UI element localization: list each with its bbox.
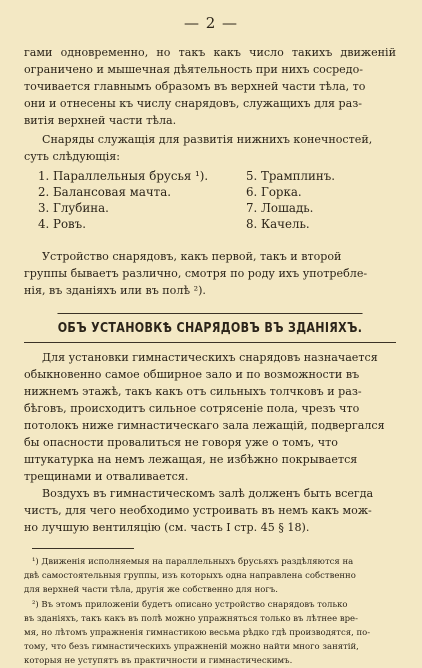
- text-line: Снаряды служащія для развитія нижнихъ конечностей,: [42, 133, 373, 146]
- footnote-line: ¹) Движенія исполняемыя на параллельныхъ брусьяхъ раздѣляются на: [32, 557, 354, 567]
- footnote-1: [24, 555, 396, 597]
- text-line: группы бываетъ различно, смотря по роду ихъ употребле-: [24, 267, 368, 280]
- section-title: ОБЪ УСТАНОВКѢ СНАРЯДОВЪ ВЪ ЗДАНІЯХЪ.: [57, 313, 362, 336]
- text-line: Воздухъ въ гимнастическомъ залѣ долженъ быть всегда: [42, 487, 374, 500]
- apparatus-item: 7. Лошадь.: [246, 201, 314, 215]
- apparatus-item: 4. Ровъ.: [38, 217, 86, 231]
- text-line: точивается главнымъ образомъ въ верхней части тѣла, то: [24, 80, 366, 93]
- footnote-line: тому, что безъ гимнастическихъ упражненій можно найти много занятій,: [24, 642, 359, 652]
- air-paragraph: [24, 485, 396, 536]
- text-line: но лучшую вентиляцію (см. часть I стр. 45 § 18).: [24, 521, 310, 534]
- footnote-line: для верхней части тѣла, другія же собственно для ногъ.: [24, 585, 278, 595]
- text-line: нія, въ зданіяхъ или въ полѣ ²).: [24, 284, 206, 297]
- intro-paragraph: [24, 44, 396, 129]
- apparatus-item: 5. Трамплинъ.: [246, 169, 335, 183]
- apparatus-column-right: [246, 168, 335, 232]
- title-underline: [24, 342, 396, 343]
- apparatus-item: 3. Глубина.: [38, 201, 109, 215]
- text-line: бѣговъ, происходитъ сильное сотрясеніе пола, чрезъ что: [24, 402, 360, 415]
- footnote-line: въ зданіяхъ, такъ какъ въ полѣ можно упражняться только въ лѣтнее вре-: [24, 614, 358, 624]
- footnote-2: [24, 598, 396, 668]
- footnote-line: двѣ самостоятельныя группы, изъ которыхъ одна направлена собственно: [24, 571, 356, 581]
- text-line: Устройство снарядовъ, какъ первой, такъ и второй: [42, 250, 342, 263]
- apparatus-item: 1. Параллельныя брусья ¹).: [38, 169, 209, 183]
- text-line: ограничено и мышечная дѣятельность при нихъ сосредо-: [24, 63, 363, 76]
- apparatus-column-left: [38, 168, 208, 232]
- text-line: обыкновенно самое обширное зало и по возможности въ: [24, 368, 360, 381]
- text-line: они и отнесены къ числу снарядовъ, служащихъ для раз-: [24, 97, 363, 110]
- text-line: потолокъ ниже гимнастическаго зала лежащій, подвергался: [24, 419, 385, 432]
- footnote-separator: [32, 548, 134, 549]
- text-line: трещинами и отваливается.: [24, 470, 189, 483]
- footnote-line: которыя не уступятъ въ практичности и гимнастическимъ.: [24, 656, 293, 666]
- text-line: суть слѣдующія:: [24, 150, 121, 163]
- lower-limbs-paragraph: [24, 131, 396, 165]
- apparatus-item: 6. Горка.: [246, 185, 302, 199]
- text-line: гами одновременно, но такъ какъ число такихъ движеній: [24, 46, 396, 59]
- apparatus-list: [24, 168, 396, 248]
- footnote-line: ²) Въ этомъ приложеніи будетъ описано устройство снарядовъ только: [32, 600, 348, 610]
- apparatus-item: 2. Балансовая мачта.: [38, 185, 171, 199]
- text-line: чистъ, для чего необходимо устроивать въ немъ какъ мож-: [24, 504, 372, 517]
- text-line: штукатурка на немъ лежащая, не избѣжно покрывается: [24, 453, 358, 466]
- hall-paragraph: [24, 349, 396, 485]
- page-number: — 2 —: [183, 14, 239, 32]
- footnote-line: мя, но лѣтомъ упражненія гимнастикою весьма рѣдко гдѣ производятся, по-: [24, 628, 371, 638]
- apparatus-item: 8. Качель.: [246, 217, 310, 231]
- text-line: витія верхней части тѣла.: [24, 114, 177, 127]
- page-body: [24, 44, 396, 668]
- text-line: нижнемъ этажѣ, такъ какъ отъ сильныхъ толчковъ и раз-: [24, 385, 362, 398]
- text-line: Для установки гимнастическихъ снарядовъ назначается: [42, 351, 378, 364]
- arrangement-paragraph: [24, 248, 396, 299]
- text-line: бы опасности провалиться не говоря уже о томъ, что: [24, 436, 338, 449]
